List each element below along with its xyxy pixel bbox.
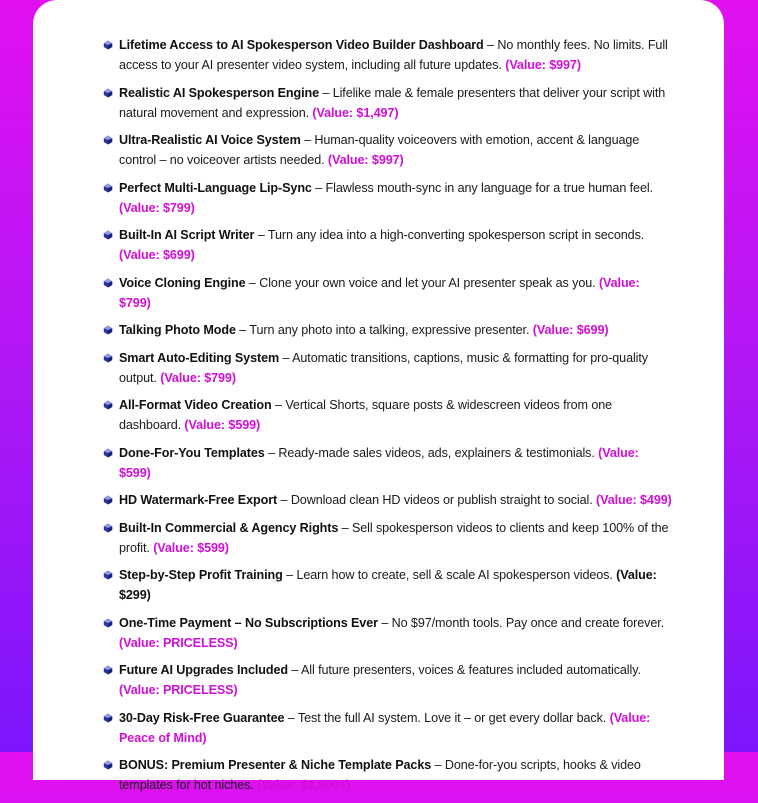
item-value: (Value: $1,497) [312,105,399,120]
list-item [103,565,673,605]
bullet-icon [103,135,113,145]
list-item [103,613,673,653]
bullet-icon [103,278,113,288]
item-dash: – [245,275,260,290]
item-description: Lifelike male & female presenters that deliver your script with natural movement and expression. [119,85,666,120]
bullet-icon [103,88,113,98]
item-description: Test the full AI system. Love it – or get every dollar back. [297,710,610,725]
list-item [103,320,673,340]
item-dash: – [277,493,291,507]
list-item [103,518,673,558]
list-item [103,348,673,388]
item-title: 30-Day Risk-Free Guarantee [119,710,285,725]
item-value: (Value: $599) [153,540,229,555]
content-card [33,0,724,792]
item-value: (Value: $799) [119,275,640,310]
item-value: (Value: $599) [119,445,639,480]
item-description: Clone your own voice and let your AI presenter speak as you. [259,275,599,290]
item-value: (Value: $997) [327,153,404,167]
item-title: Lifetime Access to AI Spokesperson Video Builder Dashboard [119,38,484,52]
item-description: Flawless mouth-sync in any language for a true human feel. [325,180,653,195]
list-item [103,490,673,510]
list-item [103,708,673,748]
item-value: (Value: $499) [596,493,672,507]
list-item [103,660,673,700]
item-dash: – [377,615,392,630]
item-description: Turn any idea into a high-converting spokesperson script in seconds. [267,228,645,242]
item-dash: – [300,133,315,147]
item-description: Automatic transitions, captions, music & formatting for pro-quality output. [119,350,648,385]
item-value: (Value: PRICELESS) [119,635,238,650]
item-description: No monthly fees. No limits. Full access to your AI presenter video system, including all future updates. [119,38,668,72]
item-dash: – [483,38,498,52]
item-dash: – [235,323,250,337]
list-item [103,225,673,265]
bullet-icon [103,183,113,193]
bullet-icon [103,353,113,363]
item-dash: – [264,445,279,460]
item-value: (Value: $1,000+) [257,778,351,792]
item-title: Smart Auto-Editing System [119,350,280,365]
item-description: Turn any photo into a talking, expressive presenter. [249,323,533,337]
item-title: Voice Cloning Engine [119,275,246,290]
bullet-icon [103,448,113,458]
item-description: Human-quality voiceovers with emotion, accent & language control – no voiceover artists needed. [119,133,640,167]
item-dash: – [338,520,352,535]
item-title: All-Format Video Creation [119,398,272,412]
item-value: (Value: $699) [532,323,609,337]
bullet-icon [103,495,113,505]
item-title: Perfect Multi-Language Lip-Sync [119,180,312,195]
item-value: (Value: $997) [505,58,581,72]
item-title: One-Time Payment – No Subscriptions Ever [119,615,378,630]
bullet-icon [103,618,113,628]
bullet-icon [103,570,113,580]
bullet-icon [103,665,113,675]
item-dash: – [271,398,286,412]
item-title: Realistic AI Spokesperson Engine [119,85,319,100]
item-value: (Value: $799) [160,370,236,385]
item-dash: – [287,663,301,677]
item-dash: – [431,758,445,772]
item-description: Vertical Shorts, square posts & widescreen videos from one dashboard. [119,398,613,432]
bullet-icon [103,713,113,723]
bullet-icon [103,40,113,50]
item-description: Learn how to create, sell & scale AI spokesperson videos. [296,568,617,582]
item-value: (Value: $299) [119,568,657,602]
bullet-icon [103,230,113,240]
item-title: Future AI Upgrades Included [119,663,288,677]
bullet-icon [103,325,113,335]
list-item [103,755,673,795]
item-value: (Value: $599) [184,418,261,432]
item-dash: – [319,85,333,100]
item-dash: – [279,350,293,365]
item-description: Sell spokesperson videos to clients and keep 100% of the profit. [119,520,669,555]
item-dash: – [284,710,298,725]
item-value: (Value: $699) [119,248,195,262]
list-item [103,443,673,483]
feature-list [103,35,673,803]
list-item [103,83,673,123]
item-description: Download clean HD videos or publish straight to social. [290,493,597,507]
item-value: (Value: Peace of Mind) [119,710,651,745]
bullet-icon [103,400,113,410]
bullet-icon [103,760,113,770]
item-value: (Value: $799) [119,200,195,215]
list-item [103,35,673,75]
item-title: HD Watermark-Free Export [119,493,278,507]
item-value: (Value: PRICELESS) [119,683,238,697]
item-description: All future presenters, voices & features included automatically. [300,663,641,677]
bullet-icon [103,523,113,533]
list-item [103,395,673,435]
list-item [103,178,673,218]
item-title: Built-In AI Script Writer [119,228,255,242]
list-item [103,273,673,313]
list-item [103,130,673,170]
item-title: Step-by-Step Profit Training [119,568,283,582]
item-title: Talking Photo Mode [119,323,236,337]
item-dash: – [254,228,268,242]
item-dash: – [311,180,326,195]
item-title: BONUS: Premium Presenter & Niche Template Packs [119,758,432,772]
item-title: Ultra-Realistic AI Voice System [119,133,301,147]
item-title: Built-In Commercial & Agency Rights [119,520,339,535]
item-description: Done-for-you scripts, hooks & video templates for hot niches. [119,758,641,792]
item-description: No $97/month tools. Pay once and create forever. [391,615,665,630]
item-title: Done-For-You Templates [119,445,265,460]
item-dash: – [282,568,297,582]
item-description: Ready-made sales videos, ads, explainers & testimonials. [278,445,599,460]
